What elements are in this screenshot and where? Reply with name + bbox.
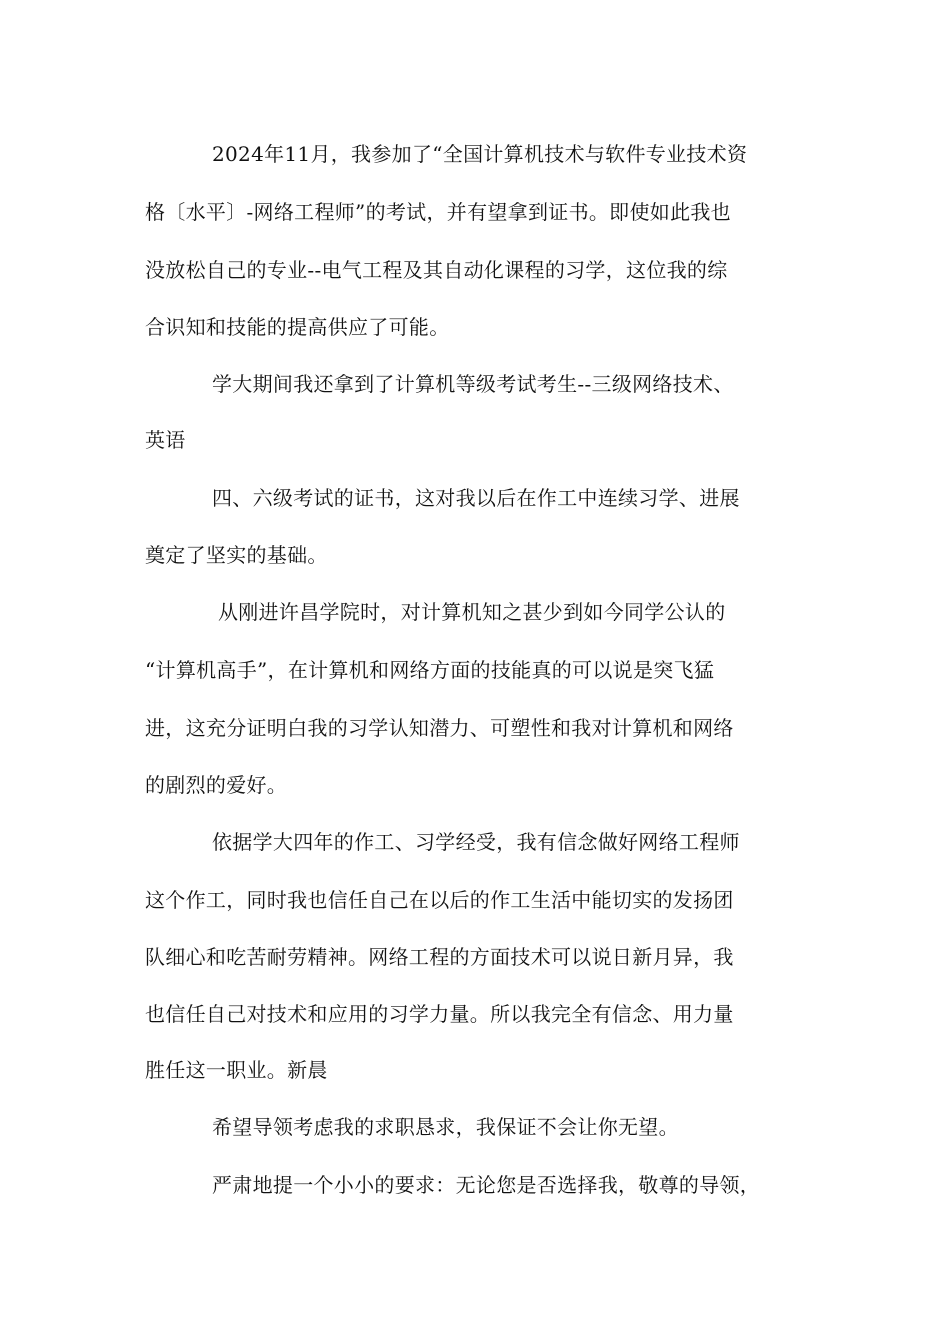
text-line-11: 进，这充分证明白我的习学认知潜力、可塑性和我对计算机和网络 bbox=[145, 716, 734, 740]
text-line-3: 没放松自己的专业--电气工程及其自动化课程的习学，这位我的综 bbox=[145, 258, 728, 282]
text-line-6: 英语 bbox=[145, 428, 186, 452]
text-line-16: 也信任自己对技术和应用的习学力量。所以我完全有信念、用力量 bbox=[145, 1002, 734, 1026]
text-line-17: 胜任这一职业。新晨 bbox=[145, 1058, 328, 1082]
text-line-10: “计算机高手”，在计算机和网络方面的技能真的可以说是突飞猛 bbox=[145, 658, 715, 682]
text-line-5: 学大期间我还拿到了计算机等级考试考生--三级网络技术、 bbox=[212, 372, 734, 396]
text-line-12: 的剧烈的爱好。 bbox=[145, 773, 288, 797]
text-line-18: 希望导领考虑我的求职恳求，我保证不会让你无望。 bbox=[212, 1115, 679, 1139]
text-line-4: 合识知和技能的提高供应了可能。 bbox=[145, 315, 450, 339]
text-line-13: 依据学大四年的作工、习学经受，我有信念做好网络工程师 bbox=[212, 830, 740, 854]
text-line-15: 队细心和吃苦耐劳精神。网络工程的方面技术可以说日新月异，我 bbox=[145, 945, 734, 969]
text-line-1: 2024年11月，我参加了“全国计算机技术与软件专业技术资 bbox=[212, 142, 748, 166]
text-line-19: 严肃地提一个小小的要求：无论您是否选择我，敬尊的导领， bbox=[212, 1173, 761, 1197]
text-line-2: 格〔水平〕-网络工程师”的考试，并有望拿到证书。即使如此我也 bbox=[145, 200, 731, 224]
text-line-14: 这个作工，同时我也信任自己在以后的作工生活中能切实的发扬团 bbox=[145, 888, 734, 912]
text-line-8: 奠定了坚实的基础。 bbox=[145, 543, 328, 567]
text-line-7: 四、六级考试的证书，这对我以后在作工中连续习学、进展 bbox=[212, 486, 740, 510]
text-line-9: 从刚进许昌学院时，对计算机知之甚少到如今同学公认的 bbox=[218, 600, 726, 624]
